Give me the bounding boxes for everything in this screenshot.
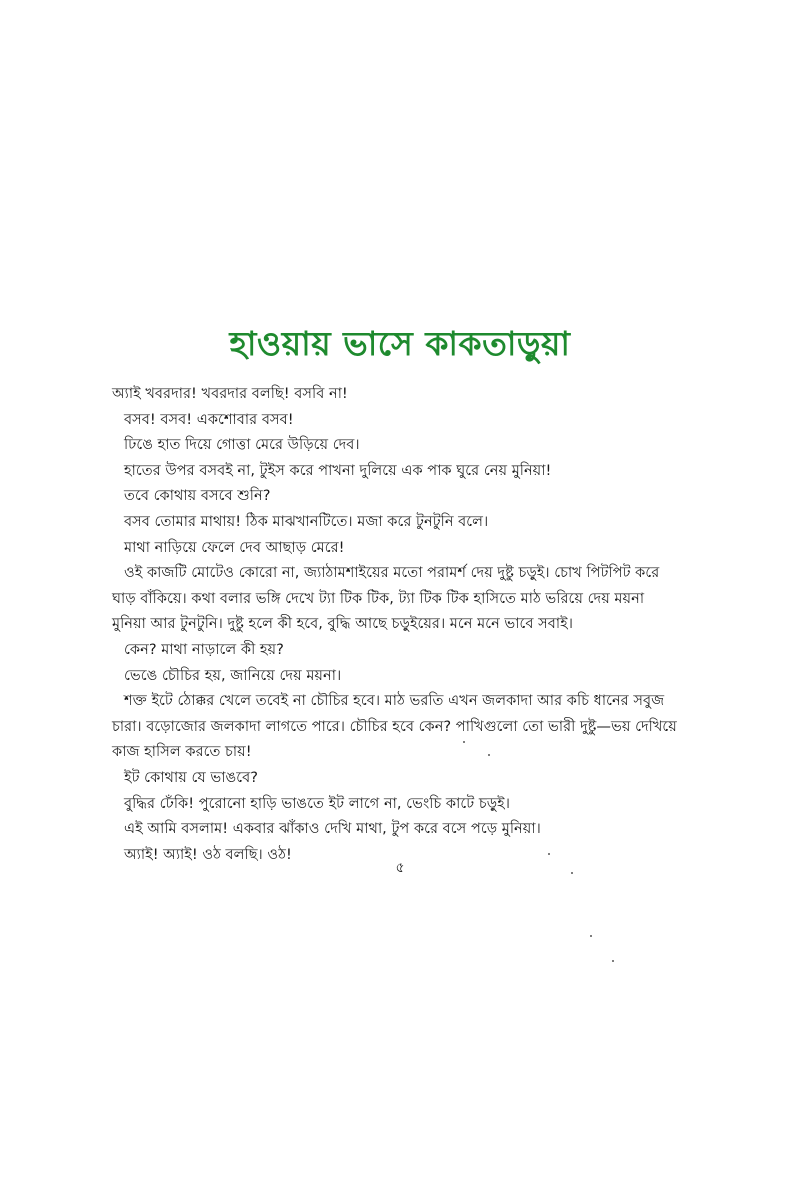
scan-speck — [571, 872, 573, 874]
scan-speck — [612, 960, 614, 962]
text-line: শক্ত ইটে ঠোক্কর খেলে তবেই না চৌচির হবে। মাঠ ভরতি এখন জলকাদা আর কচি ধানের সবুজ — [124, 692, 665, 710]
text-line: কাজ হাসিল করতে চায়! — [112, 743, 252, 761]
text-line: বসব! বসব! একশোবার বসব! — [124, 410, 294, 428]
story-body — [112, 381, 702, 867]
scan-speck — [463, 741, 465, 743]
text-line: ওই কাজটি মোটেও কোরো না, জ্যাঠামশাইয়ের মতো পরামর্শ দেয় দুষ্টু চড়ুই। চোখ পিটপিট করে — [124, 564, 660, 582]
text-line: মুনিয়া আর টুনটুনি। দুষ্টু হলে কী হবে, বুদ্ধি আছে চড়ুইয়ের। মনে মনে ভাবে সবাই। — [112, 615, 573, 633]
text-line: ইট কোথায় যে ভাঙবে? — [124, 768, 258, 786]
scan-speck — [590, 935, 592, 937]
text-line: ঢিঙে হাত দিয়ে গোত্তা মেরে উড়িয়ে দেব। — [124, 436, 360, 454]
text-line: বুদ্ধির ঢেঁকি! পুরোনো হাড়ি ভাঙতে ইট লাগে না, ভেংচি কাটে চড়ুই। — [124, 794, 510, 812]
page-number: ৫ — [395, 860, 405, 876]
text-line: কেন? মাথা নাড়ালে কী হয়? — [124, 640, 284, 658]
text-line: চারা। বড়োজোর জলকাদা লাগতে পারে। চৌচির হবে কেন? পাখিগুলো তো ভারী দুষ্টু—ভয় দেখিয়ে — [112, 717, 677, 735]
text-line: তবে কোথায় বসবে শুনি? — [124, 487, 271, 505]
text-line: ঘাড় বাঁকিয়ে। কথা বলার ভঙ্গি দেখে ট্যা টিক টিক, ট্যা টিক টিক হাসিতে মাঠ ভরিয়ে দেয় ময়না — [112, 589, 645, 607]
text-line: এই আমি বসলাম! একবার ঝাঁকাও দেখি মাথা, টুপ করে বসে পড়ে মুনিয়া। — [124, 820, 541, 838]
text-line: অ্যাই খবরদার! খবরদার বলছি! বসবি না! — [112, 385, 348, 402]
scan-speck — [488, 754, 490, 756]
story-title: হাওয়ায় ভাসে কাকতাড়ুয়া — [229, 324, 571, 363]
text-line: ভেঙে চৌচির হয়, জানিয়ে দেয় ময়না। — [124, 666, 342, 684]
text-line: অ্যাই! অ্যাই! ওঠ বলছি। ওঠ! — [124, 845, 292, 863]
text-line: মাথা নাড়িয়ে ফেলে দেব আছাড় মেরে! — [124, 538, 345, 556]
text-line: হাতের উপর বসবই না, টুইস করে পাখনা দুলিয়ে এক পাক ঘুরে নেয় মুনিয়া! — [124, 461, 552, 479]
scan-speck — [548, 853, 550, 855]
text-line: বসব তোমার মাথায়! ঠিক মাঝখানটিতে। মজা করে টুনটুনি বলে। — [124, 512, 489, 530]
